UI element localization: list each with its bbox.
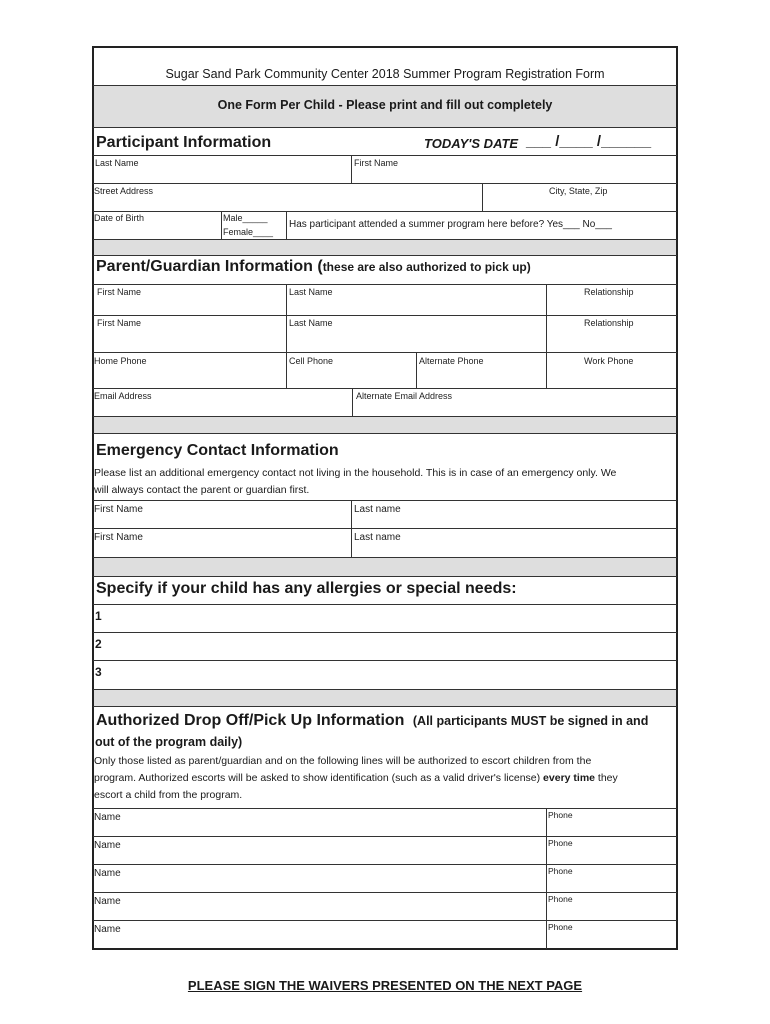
pickup-phone-field[interactable] <box>547 920 677 948</box>
guardian1-relationship-field[interactable] <box>547 284 677 315</box>
guardian1-first-name-field[interactable] <box>93 284 286 315</box>
emergency-instructions-line2: will always contact the parent or guardian first. <box>94 484 310 496</box>
male-option[interactable]: Male_____ <box>223 213 268 223</box>
home-phone-field[interactable] <box>93 352 286 388</box>
pickup-heading-title: Authorized Drop Off/Pick Up Information <box>96 712 405 729</box>
allergies-heading: Specify if your child has any allergies or special needs: <box>96 580 517 597</box>
emergency2-first-name-field[interactable] <box>93 528 351 557</box>
date-of-birth-field[interactable] <box>93 211 221 239</box>
pickup-line2-text: program. Authorized escorts will be asked to show identification (such as a valid driver's license) <box>94 772 544 784</box>
pickup-name-label: Name <box>94 840 121 851</box>
pickup-instructions-line1: Only those listed as parent/guardian and on the following lines will be authorized to escort children from the <box>94 755 592 767</box>
guardian2-last-name-label: Last Name <box>289 318 333 328</box>
allergy-line-2[interactable] <box>93 632 677 660</box>
city-state-zip-field[interactable] <box>483 183 677 211</box>
guardian2-last-name-field[interactable] <box>287 315 546 352</box>
cell-phone-label: Cell Phone <box>289 356 334 366</box>
pickup-line2-emphasis: every time <box>543 772 595 784</box>
pickup-name-field[interactable] <box>93 864 546 892</box>
allergy-number-1: 1 <box>95 609 102 623</box>
pickup-name-label: Name <box>94 812 121 823</box>
email-label: Email Address <box>94 391 152 401</box>
guardian1-last-name-label: Last Name <box>289 287 333 297</box>
last-name-field[interactable] <box>93 155 351 183</box>
alternate-email-label: Alternate Email Address <box>356 391 453 401</box>
pickup-phone-field[interactable] <box>547 864 677 892</box>
pickup-name-field[interactable] <box>93 808 546 836</box>
emergency1-last-name-label: Last name <box>354 504 401 515</box>
guardian1-first-name-label: First Name <box>97 287 142 297</box>
allergy-line-1[interactable] <box>93 604 677 632</box>
parent-heading <box>96 258 531 276</box>
attended-before-question: Has participant attended a summer program here before? Yes___ No___ <box>289 219 612 230</box>
pickup-phone-label: Phone <box>548 838 573 848</box>
guardian2-relationship-label: Relationship <box>584 318 634 328</box>
form-subtitle: One Form Per Child - Please print and fill out completely <box>217 98 553 112</box>
city-state-zip-label: City, State, Zip <box>549 186 608 196</box>
emergency1-last-name-field[interactable] <box>352 500 677 528</box>
emergency-heading: Emergency Contact Information <box>96 442 339 459</box>
footer-waiver-notice: PLEASE SIGN THE WAIVERS PRESENTED ON THE NEXT PAGE <box>187 978 583 993</box>
pickup-note-line2: out of the program daily) <box>95 735 243 749</box>
alternate-phone-label: Alternate Phone <box>419 356 484 366</box>
pickup-name-field[interactable] <box>93 920 546 948</box>
pickup-name-field[interactable] <box>93 836 546 864</box>
pickup-phone-label: Phone <box>548 894 573 904</box>
todays-date-label: TODAY'S DATE <box>424 136 519 151</box>
pickup-note-line1: (All participants MUST be signed in and <box>412 714 649 728</box>
street-address-label: Street Address <box>94 186 154 196</box>
female-option[interactable]: Female____ <box>223 227 274 237</box>
email-field[interactable] <box>93 388 352 416</box>
pickup-phone-field[interactable] <box>547 892 677 920</box>
alternate-phone-field[interactable] <box>417 352 546 388</box>
pickup-name-field[interactable] <box>93 892 546 920</box>
pickup-phone-label: Phone <box>548 810 573 820</box>
guardian1-last-name-field[interactable] <box>287 284 546 315</box>
guardian1-relationship-label: Relationship <box>584 287 634 297</box>
pickup-instructions-line3: escort a child from the program. <box>94 789 243 801</box>
todays-date-field[interactable]: ___ /____ /______ <box>526 133 652 150</box>
cell-phone-field[interactable] <box>287 352 416 388</box>
pickup-line2-end: they <box>595 772 618 784</box>
pickup-phone-field[interactable] <box>547 808 677 836</box>
participant-heading: Participant Information <box>96 134 272 151</box>
allergy-line-3[interactable] <box>93 660 677 689</box>
gender-field[interactable] <box>222 211 286 239</box>
pickup-heading <box>96 712 648 730</box>
pickup-name-label: Name <box>94 924 121 935</box>
attended-before-field[interactable] <box>287 211 677 239</box>
allergy-number-2: 2 <box>95 637 102 651</box>
pickup-instructions-line2 <box>94 772 618 784</box>
emergency2-first-name-label: First Name <box>94 532 143 543</box>
work-phone-label: Work Phone <box>584 356 634 366</box>
pickup-phone-label: Phone <box>548 922 573 932</box>
form-title: Sugar Sand Park Community Center 2018 Summer Program Registration Form <box>165 67 605 81</box>
parent-heading-note: these are also authorized to pick up) <box>322 260 531 274</box>
allergy-number-3: 3 <box>95 665 102 679</box>
pickup-name-label: Name <box>94 868 121 879</box>
emergency1-first-name-label: First Name <box>94 504 143 515</box>
guardian2-first-name-label: First Name <box>97 318 142 328</box>
guardian2-relationship-field[interactable] <box>547 315 677 352</box>
parent-heading-title: Parent/Guardian Information ( <box>96 258 323 275</box>
emergency2-last-name-field[interactable] <box>352 528 677 557</box>
pickup-phone-field[interactable] <box>547 836 677 864</box>
home-phone-label: Home Phone <box>94 356 147 366</box>
guardian2-first-name-field[interactable] <box>93 315 286 352</box>
pickup-phone-label: Phone <box>548 866 573 876</box>
first-name-field[interactable] <box>352 155 677 183</box>
work-phone-field[interactable] <box>547 352 677 388</box>
emergency1-first-name-field[interactable] <box>93 500 351 528</box>
emergency-instructions-line1: Please list an additional emergency contact not living in the household. This is in case of an emergency only. We <box>94 467 617 479</box>
street-address-field[interactable] <box>93 183 482 211</box>
emergency2-last-name-label: Last name <box>354 532 401 543</box>
date-of-birth-label: Date of Birth <box>94 213 145 223</box>
pickup-name-label: Name <box>94 896 121 907</box>
alternate-email-field[interactable] <box>353 388 677 416</box>
first-name-label: First Name <box>354 158 399 168</box>
last-name-label: Last Name <box>95 158 139 168</box>
